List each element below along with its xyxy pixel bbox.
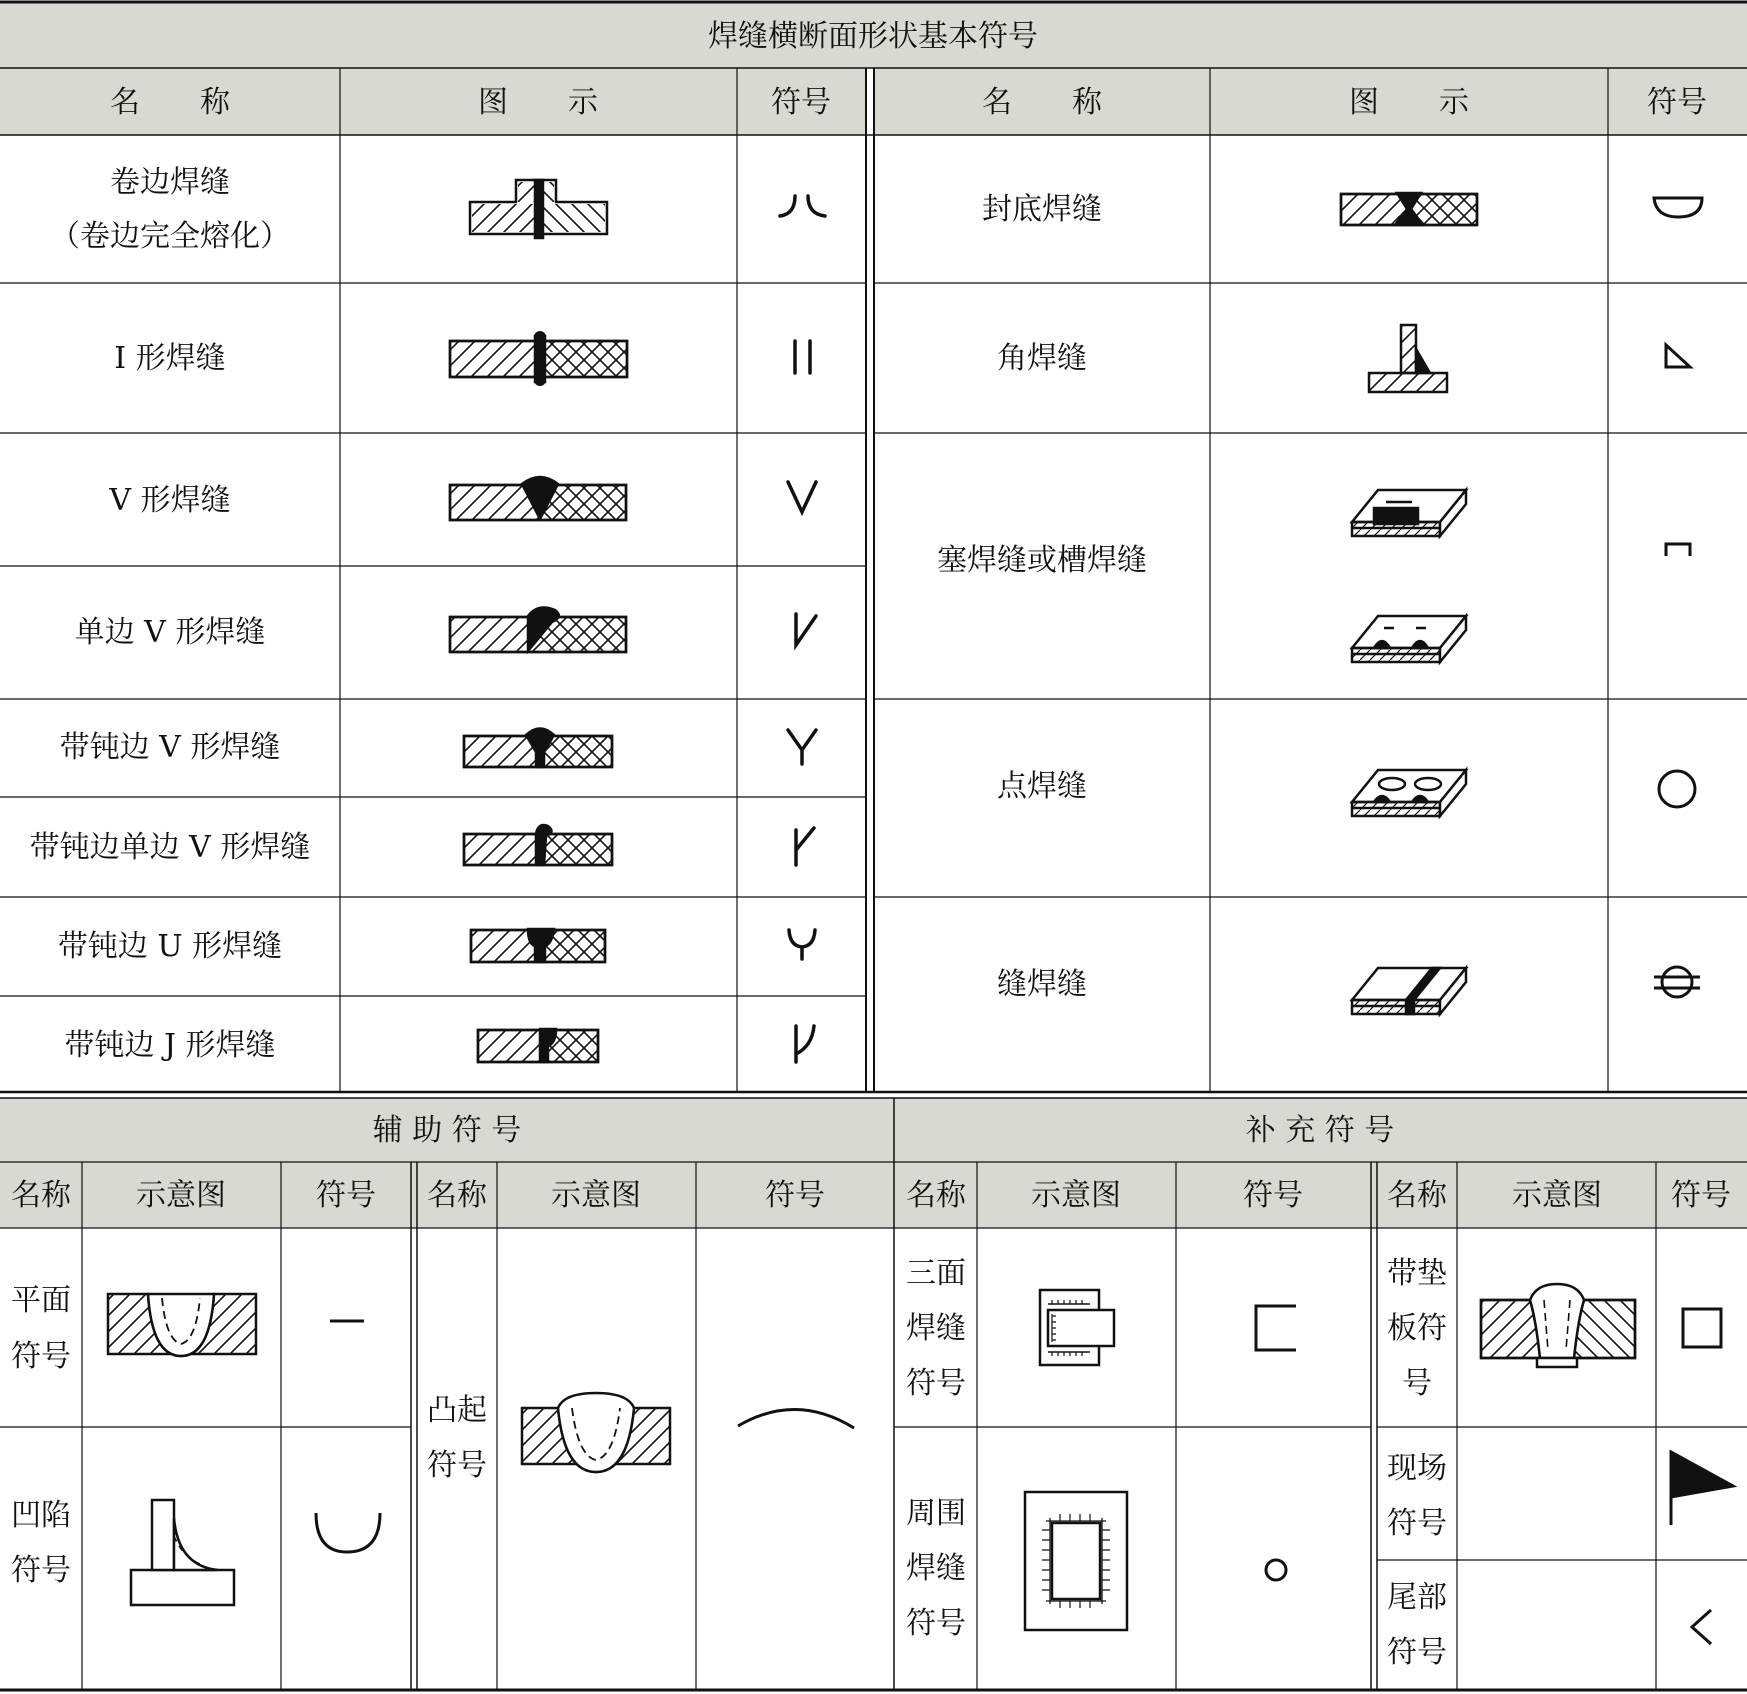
header-figure-left: 图 示 bbox=[478, 85, 598, 120]
row-name: 号 bbox=[1402, 1366, 1432, 1401]
row-name: 封底焊缝 bbox=[982, 192, 1102, 227]
three-sided-symbol bbox=[1256, 1306, 1296, 1350]
row-name: 尾部 bbox=[1387, 1580, 1447, 1615]
row-name: 点焊缝 bbox=[997, 769, 1087, 804]
row-name: 平面 bbox=[11, 1283, 71, 1318]
v-weld-figure bbox=[450, 477, 626, 520]
fillet-weld-symbol bbox=[1666, 345, 1690, 367]
header-name: 名称 bbox=[906, 1178, 966, 1213]
tail-symbol bbox=[1692, 1610, 1711, 1644]
right-names bbox=[937, 192, 1147, 1002]
concave-symbol bbox=[316, 1513, 380, 1552]
fillet-weld-figure bbox=[1369, 325, 1447, 392]
row-name: 符号 bbox=[11, 1339, 71, 1374]
row-name: 符号 bbox=[1387, 1635, 1447, 1670]
row-name: 符号 bbox=[906, 1366, 966, 1401]
all-around-weld-figure bbox=[1025, 1492, 1127, 1630]
seam-weld-figure bbox=[1352, 968, 1466, 1014]
row-name: 塞焊缝或槽焊缝 bbox=[937, 543, 1147, 578]
row-name: 凸起 bbox=[427, 1393, 487, 1428]
header-figure: 示意图 bbox=[1512, 1178, 1602, 1213]
row-name: 板符 bbox=[1387, 1311, 1447, 1346]
spot-weld-symbol bbox=[1659, 771, 1695, 807]
row-name: 周围 bbox=[906, 1496, 966, 1531]
spot-weld-figure bbox=[1352, 770, 1466, 816]
header-symbol: 符号 bbox=[765, 1178, 825, 1213]
v-weld-symbol bbox=[788, 482, 816, 512]
row-name: V 形焊缝 bbox=[109, 483, 231, 518]
concave-fillet-figure bbox=[131, 1500, 234, 1605]
field-weld-flag-icon bbox=[1671, 1452, 1733, 1525]
i-weld-figure bbox=[450, 331, 627, 386]
left-names bbox=[30, 165, 311, 1063]
header-name-left: 名 称 bbox=[110, 85, 230, 120]
header-symbol-left: 符号 bbox=[771, 85, 831, 120]
row-name: 焊缝 bbox=[906, 1311, 966, 1346]
plug-weld-figure-bottom bbox=[1352, 616, 1466, 662]
flange-weld-symbol bbox=[780, 196, 825, 216]
row-name: 角焊缝 bbox=[997, 341, 1087, 376]
header-figure: 示意图 bbox=[136, 1178, 226, 1213]
single-bevel-v-figure bbox=[450, 608, 626, 652]
plug-weld-symbol bbox=[1666, 544, 1690, 556]
sealing-run-symbol bbox=[1654, 198, 1702, 217]
single-bevel-v-symbol bbox=[796, 614, 816, 645]
u-root-face-symbol bbox=[789, 930, 815, 959]
sup-section-title: 补 充 符 号 bbox=[1245, 1113, 1395, 1148]
row-name: （卷边完全熔化） bbox=[50, 219, 290, 254]
sealing-run-figure bbox=[1341, 193, 1477, 225]
header-figure: 示意图 bbox=[1031, 1178, 1121, 1213]
backing-strip-figure bbox=[1481, 1284, 1635, 1367]
header-figure: 示意图 bbox=[551, 1178, 641, 1213]
header-symbol: 符号 bbox=[1671, 1178, 1731, 1213]
convex-symbol bbox=[738, 1409, 854, 1428]
row-name: 缝焊缝 bbox=[997, 967, 1087, 1002]
j-root-face-figure bbox=[478, 1029, 598, 1062]
left-symbols bbox=[780, 196, 825, 1062]
convex-surface-figure bbox=[522, 1393, 670, 1472]
header-symbol-right: 符号 bbox=[1647, 85, 1707, 120]
header-name: 名称 bbox=[1387, 1178, 1447, 1213]
header-name: 名称 bbox=[11, 1178, 71, 1213]
flat-surface-figure bbox=[108, 1294, 256, 1356]
row-name: 符号 bbox=[11, 1553, 71, 1588]
header-symbol: 符号 bbox=[1243, 1178, 1303, 1213]
row-name: 符号 bbox=[427, 1448, 487, 1483]
row-name: 带钝边 V 形焊缝 bbox=[59, 730, 281, 765]
row-name: 带垫 bbox=[1387, 1256, 1447, 1291]
header-symbol: 符号 bbox=[316, 1178, 376, 1213]
row-name: 卷边焊缝 bbox=[110, 165, 230, 200]
u-root-face-figure bbox=[471, 929, 605, 962]
plug-weld-figure-top bbox=[1352, 490, 1466, 536]
v-root-face-figure bbox=[464, 729, 612, 768]
row-name: 符号 bbox=[906, 1606, 966, 1641]
table-title: 焊缝横断面形状基本符号 bbox=[708, 19, 1038, 54]
header-figure-right: 图 示 bbox=[1349, 85, 1469, 120]
aux-section-title: 辅 助 符 号 bbox=[372, 1113, 522, 1148]
i-weld-symbol bbox=[795, 341, 810, 373]
header-name-right: 名 称 bbox=[982, 85, 1102, 120]
seam-weld-symbol bbox=[1654, 967, 1700, 997]
row-name: 带钝边 U 形焊缝 bbox=[57, 929, 283, 964]
row-name: 符号 bbox=[1387, 1506, 1447, 1541]
row-name: 带钝边 J 形焊缝 bbox=[64, 1028, 276, 1063]
right-figures bbox=[1341, 193, 1477, 1014]
row-name: 现场 bbox=[1387, 1451, 1447, 1486]
v-root-face-symbol bbox=[788, 730, 816, 764]
row-name: 焊缝 bbox=[906, 1551, 966, 1586]
row-name: 单边 V 形焊缝 bbox=[74, 615, 266, 650]
row-name: I 形焊缝 bbox=[114, 341, 226, 376]
row-name: 凹陷 bbox=[11, 1498, 71, 1533]
single-bevel-root-face-figure bbox=[464, 825, 612, 865]
backing-symbol bbox=[1683, 1309, 1721, 1347]
all-around-symbol bbox=[1266, 1560, 1286, 1580]
j-root-face-symbol bbox=[796, 1026, 814, 1062]
row-name: 三面 bbox=[906, 1256, 966, 1291]
three-sided-weld-figure bbox=[1040, 1290, 1114, 1365]
single-bevel-root-face-symbol bbox=[796, 828, 814, 865]
left-figures bbox=[450, 180, 627, 1062]
header-name: 名称 bbox=[427, 1178, 487, 1213]
right-symbols bbox=[1654, 198, 1702, 997]
flange-weld-figure bbox=[470, 180, 607, 238]
row-name: 带钝边单边 V 形焊缝 bbox=[29, 830, 311, 865]
